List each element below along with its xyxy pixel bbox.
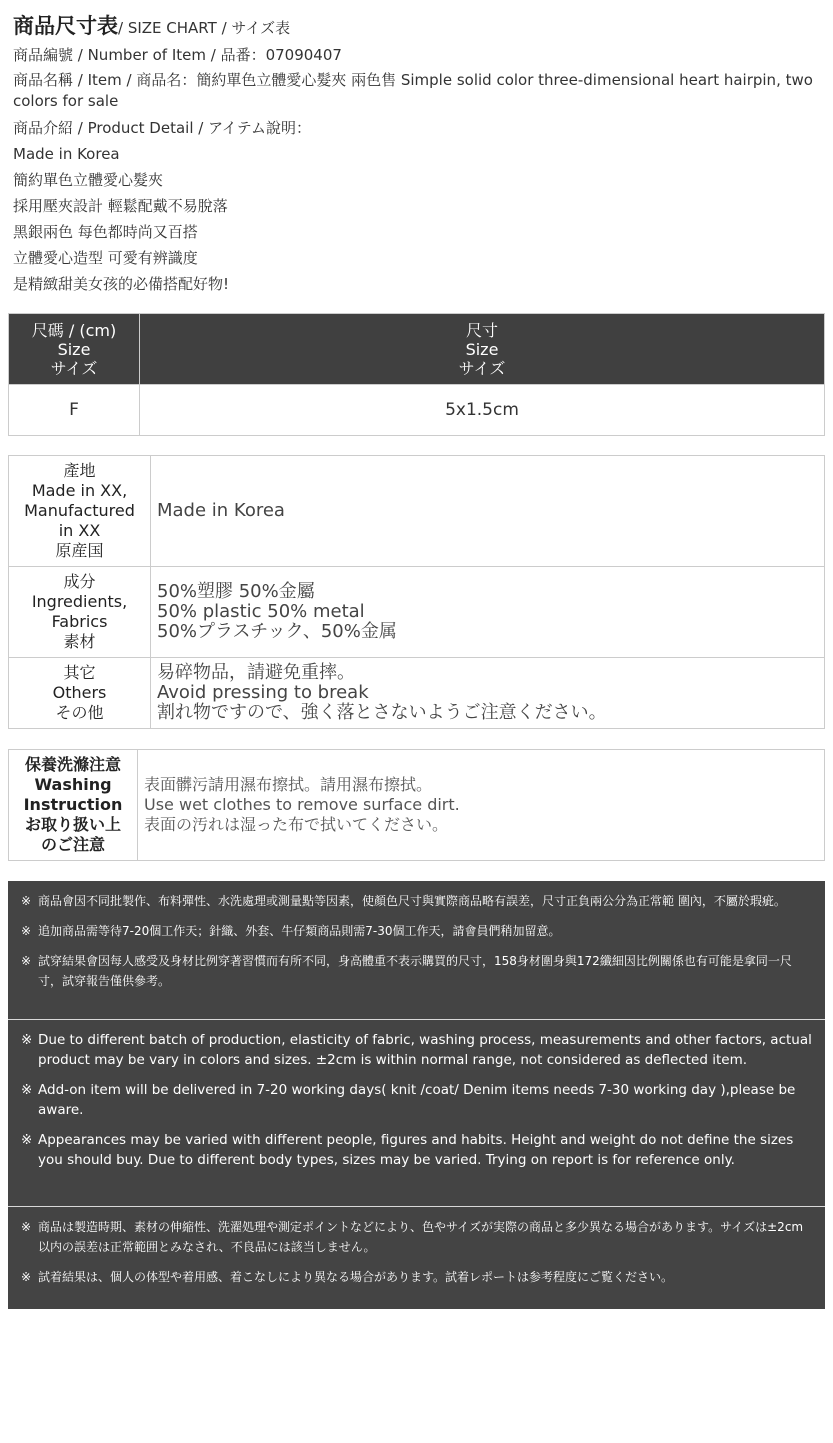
ingredients-value: 50%塑膠 50%金屬 50% plastic 50% metal 50%プラスチック、50%金属 xyxy=(151,567,825,658)
detail-label: 商品介紹 / Product Detail / アイテム說明： xyxy=(13,119,311,137)
detail-line: 是精緻甜美女孩的必備搭配好物! xyxy=(13,275,230,293)
note-mark-icon: ※ xyxy=(21,924,32,938)
size-header-row xyxy=(9,314,825,385)
note-item: ※ 試穿結果會因每人感受及身材比例穿著習慣而有所不同，身高體重不表示購買的尺寸，158身材圍身與172纖細因比例關係也有可能是拿同一尺寸，試穿報告僅供參考。 xyxy=(21,951,815,991)
note-item: ※ 追加商品需等待7-20個工作天；針織、外套、牛仔類商品則需7-30個工作天，請會員們稍加留意。 xyxy=(21,921,815,941)
others-value: 易碎物品，請避免重摔。 Avoid pressing to break 割れ物ですので、強く落とさないようご注意ください。 xyxy=(151,658,825,729)
detail-line: 立體愛心造型 可愛有辨識度 xyxy=(13,249,198,267)
title-main: 商品尺寸表 xyxy=(13,14,118,38)
notes-chinese xyxy=(8,881,825,1019)
note-mark-icon: ※ xyxy=(21,1220,32,1234)
note-item: ※ Appearances may be varied with different people, figures and habits. Height and weight do not define the sizes you should buy. Due to different body types, sizes may be varied. Trying on report is for reference only. xyxy=(21,1132,794,1168)
note-mark-icon: ※ xyxy=(21,1082,33,1098)
notes-english xyxy=(8,1019,825,1206)
note-mark-icon: ※ xyxy=(21,1132,33,1148)
washing-label: 保養洗滌注意 Washing Instruction お取り扱い上 のご注意 xyxy=(9,750,138,861)
size-column-header: 尺碼 / (cm) Size サイズ xyxy=(9,314,140,385)
others-label: 其它 Others その他 xyxy=(9,658,151,729)
detail-line: 簡約單色立體愛心髮夾 xyxy=(13,171,164,189)
origin-row xyxy=(9,456,825,567)
washing-value: 表面髒污請用濕布擦拭。請用濕布擦拭。 Use wet clothes to remove surface dirt. 表面の汚れは湿った布で拭いてください。 xyxy=(138,750,825,861)
ingredients-row xyxy=(9,567,825,658)
note-mark-icon: ※ xyxy=(21,1270,32,1284)
note-item: ※ 商品は製造時期、素材の伸縮性、洗濯処理や測定ポイントなどにより、色やサイズが実際の商品と多少異なる場合があります。サイズは±2cm以内の誤差は正常範囲とみなされ、不良品には該当しません。 xyxy=(21,1217,815,1257)
ingredients-label: 成分 Ingredients, Fabrics 素材 xyxy=(9,567,151,658)
product-info xyxy=(13,12,825,297)
notes-japanese xyxy=(8,1206,825,1301)
washing-row xyxy=(9,750,825,861)
notes-panel xyxy=(8,881,825,1309)
origin-label: 產地 Made in XX, Manufactured in XX 原産国 xyxy=(9,456,151,567)
note-mark-icon: ※ xyxy=(21,894,32,908)
note-item: ※ Due to different batch of production, elasticity of fabric, washing process, measurements and other factors, actual product may be vary in colors and sizes. ±2cm is within normal range, not considered as deflected item. xyxy=(21,1032,812,1068)
note-item: ※ Add-on item will be delivered in 7-20 working days( knit /coat/ Denim items needs 7-30 working day ),please be aware. xyxy=(21,1082,796,1118)
note-item: ※ 商品會因不同批製作、布料彈性、水洗處理或測量點等因素，使顏色尺寸與實際商品略有誤差，尺寸正負兩公分為正常範 圍內，不屬於瑕疵。 xyxy=(21,891,815,911)
dimension-column-header: 尺寸 Size サイズ xyxy=(140,314,825,385)
material-table xyxy=(8,455,825,729)
size-cell: F xyxy=(9,385,140,436)
detail-line: 黑銀兩色 每色都時尚又百搭 xyxy=(13,223,198,241)
origin-value: Made in Korea xyxy=(151,456,825,567)
note-item: ※ 試着結果は、個人の体型や着用感、着こなしにより異なる場合があります。試着レポートは参考程度にご覧ください。 xyxy=(21,1267,815,1287)
others-row xyxy=(9,658,825,729)
detail-line: 採用壓夾設計 輕鬆配戴不易脫落 xyxy=(13,197,228,215)
table-row xyxy=(9,385,825,436)
detail-line: Made in Korea xyxy=(13,145,120,163)
item-name: 商品名稱 / Item / 商品名：簡約單色立體愛心髮夾 兩色售 Simple solid color three-dimensional heart hairpin, two colors for sale xyxy=(13,71,813,110)
dimension-cell: 5x1.5cm xyxy=(140,385,825,436)
note-mark-icon: ※ xyxy=(21,954,32,968)
washing-table xyxy=(8,749,825,861)
page-title xyxy=(13,12,825,42)
title-sub: / SIZE CHART / サイズ表 xyxy=(118,19,291,37)
size-chart-table xyxy=(8,313,825,436)
note-mark-icon: ※ xyxy=(21,1032,33,1048)
item-number: 商品編號 / Number of Item / 品番：07090407 xyxy=(13,46,342,64)
